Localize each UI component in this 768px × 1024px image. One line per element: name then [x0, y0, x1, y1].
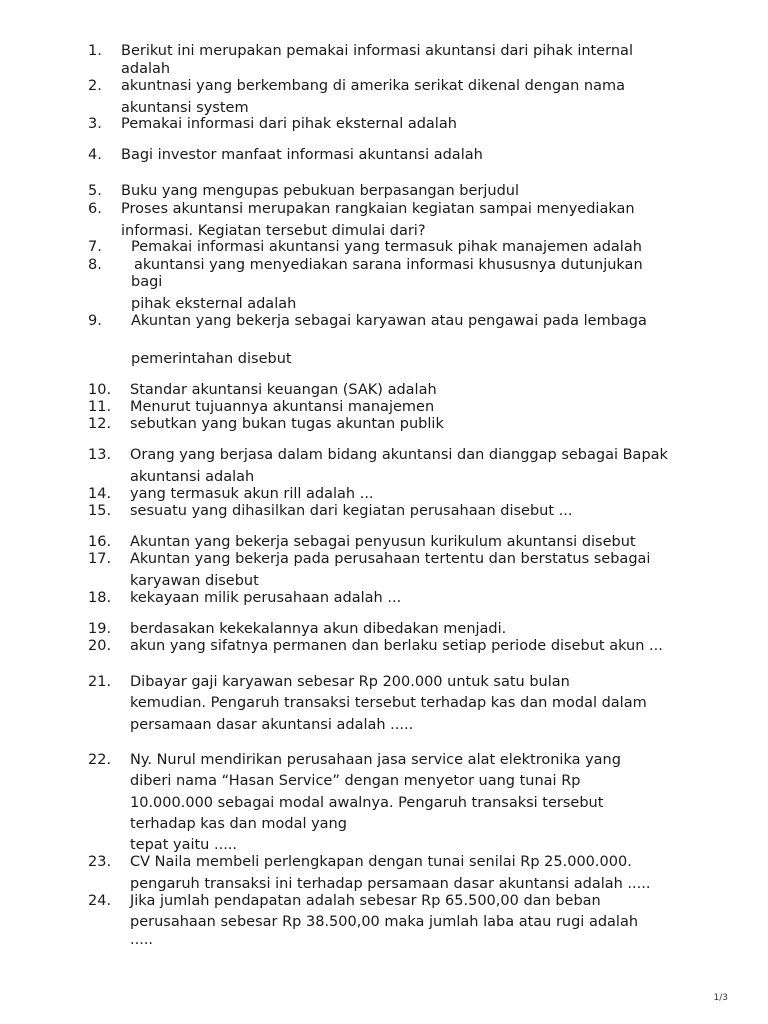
question-text: Akuntan yang bekerja sebagai karyawan atau pengawai pada lembaga: [131, 313, 647, 329]
question-number: 19.: [88, 621, 112, 637]
page-number: 1/3: [713, 993, 728, 1003]
question-number: 10.: [88, 382, 112, 398]
question-number: 16.: [88, 534, 112, 550]
question-text: akun yang sifatnya permanen dan berlaku setiap periode disebut akun ...: [130, 638, 663, 654]
question-text: berdasakan kekekalannya akun dibedakan menjadi.: [130, 621, 507, 637]
question-number: 9.: [88, 313, 102, 329]
question-text: Menurut tujuannya akuntansi manajemen: [130, 399, 435, 415]
question-number: 4.: [88, 147, 102, 163]
question-number: 5.: [88, 183, 102, 199]
question-text: bagi: [131, 274, 163, 290]
question-number: 2.: [88, 78, 102, 94]
question-text: Buku yang mengupas pebukuan berpasangan berjudul: [121, 183, 520, 199]
question-text: tepat yaitu .....: [130, 837, 238, 853]
question-number: 18.: [88, 590, 112, 606]
question-number: 12.: [88, 416, 112, 432]
question-text: perusahaan sebesar Rp 38.500,00 maka jumlah laba atau rugi adalah: [130, 914, 639, 930]
question-text: diberi nama “Hasan Service” dengan menyetor uang tunai Rp: [130, 773, 581, 789]
question-number: 13.: [88, 447, 112, 463]
question-text: akuntansi adalah: [130, 469, 255, 485]
question-text: Akuntan yang bekerja sebagai penyusun kurikulum akuntansi disebut: [130, 534, 636, 550]
question-number: 14.: [88, 486, 112, 502]
question-number: 3.: [88, 116, 102, 132]
question-text: sebutkan yang bukan tugas akuntan publik: [130, 416, 444, 432]
question-text: Pemakai informasi dari pihak eksternal adalah: [121, 116, 457, 132]
question-text: yang termasuk akun rill adalah ...: [130, 486, 374, 502]
question-text: adalah: [121, 61, 171, 77]
question-text: persamaan dasar akuntansi adalah .....: [130, 717, 414, 733]
question-text: informasi. Kegiatan tersebut dimulai dari?: [121, 223, 426, 239]
question-text: Jika jumlah pendapatan adalah sebesar Rp 65.500,00 dan beban: [130, 893, 601, 909]
question-text: pihak eksternal adalah: [131, 296, 297, 312]
question-text: akuntansi yang menyediakan sarana informasi khususnya dutunjukan: [134, 257, 643, 273]
question-text: Bagi investor manfaat informasi akuntansi adalah: [121, 147, 483, 163]
question-text: Orang yang berjasa dalam bidang akuntansi dan dianggap sebagai Bapak: [130, 447, 668, 463]
question-number: 1.: [88, 43, 102, 59]
question-text: Berikut ini merupakan pemakai informasi akuntansi dari pihak internal: [121, 43, 633, 59]
question-text: pengaruh transaksi ini terhadap persamaan dasar akuntansi adalah .....: [130, 876, 651, 892]
question-number: 17.: [88, 551, 112, 567]
question-text: Ny. Nurul mendirikan perusahaan jasa service alat elektronika yang: [130, 752, 621, 768]
question-text: Pemakai informasi akuntansi yang termasuk pihak manajemen adalah: [131, 239, 642, 255]
question-number: 15.: [88, 503, 112, 519]
question-text: pemerintahan disebut: [131, 351, 292, 367]
question-text: karyawan disebut: [130, 573, 259, 589]
question-text: akuntnasi yang berkembang di amerika serikat dikenal dengan nama: [121, 78, 625, 94]
question-text: sesuatu yang dihasilkan dari kegiatan perusahaan disebut ...: [130, 503, 573, 519]
question-text: Akuntan yang bekerja pada perusahaan tertentu dan berstatus sebagai: [130, 551, 651, 567]
question-text: .....: [130, 932, 154, 948]
question-text: Proses akuntansi merupakan rangkaian kegiatan sampai menyediakan: [121, 201, 635, 217]
question-number: 20.: [88, 638, 112, 654]
question-text: CV Naila membeli perlengkapan dengan tunai senilai Rp 25.000.000.: [130, 854, 632, 870]
question-number: 7.: [88, 239, 102, 255]
question-number: 21.: [88, 674, 112, 690]
question-text: Dibayar gaji karyawan sebesar Rp 200.000 untuk satu bulan: [130, 674, 570, 690]
question-text: kekayaan milik perusahaan adalah ...: [130, 590, 402, 606]
question-text: kemudian. Pengaruh transaksi tersebut terhadap kas dan modal dalam: [130, 695, 647, 711]
question-number: 22.: [88, 752, 112, 768]
question-text: Standar akuntansi keuangan (SAK) adalah: [130, 382, 437, 398]
question-number: 24.: [88, 893, 112, 909]
question-text: akuntansi system: [121, 100, 249, 116]
question-text: 10.000.000 sebagai modal awalnya. Pengaruh transaksi tersebut: [130, 795, 604, 811]
question-text: terhadap kas dan modal yang: [130, 816, 347, 832]
question-number: 8.: [88, 257, 102, 273]
question-number: 11.: [88, 399, 112, 415]
question-number: 23.: [88, 854, 112, 870]
question-number: 6.: [88, 201, 102, 217]
